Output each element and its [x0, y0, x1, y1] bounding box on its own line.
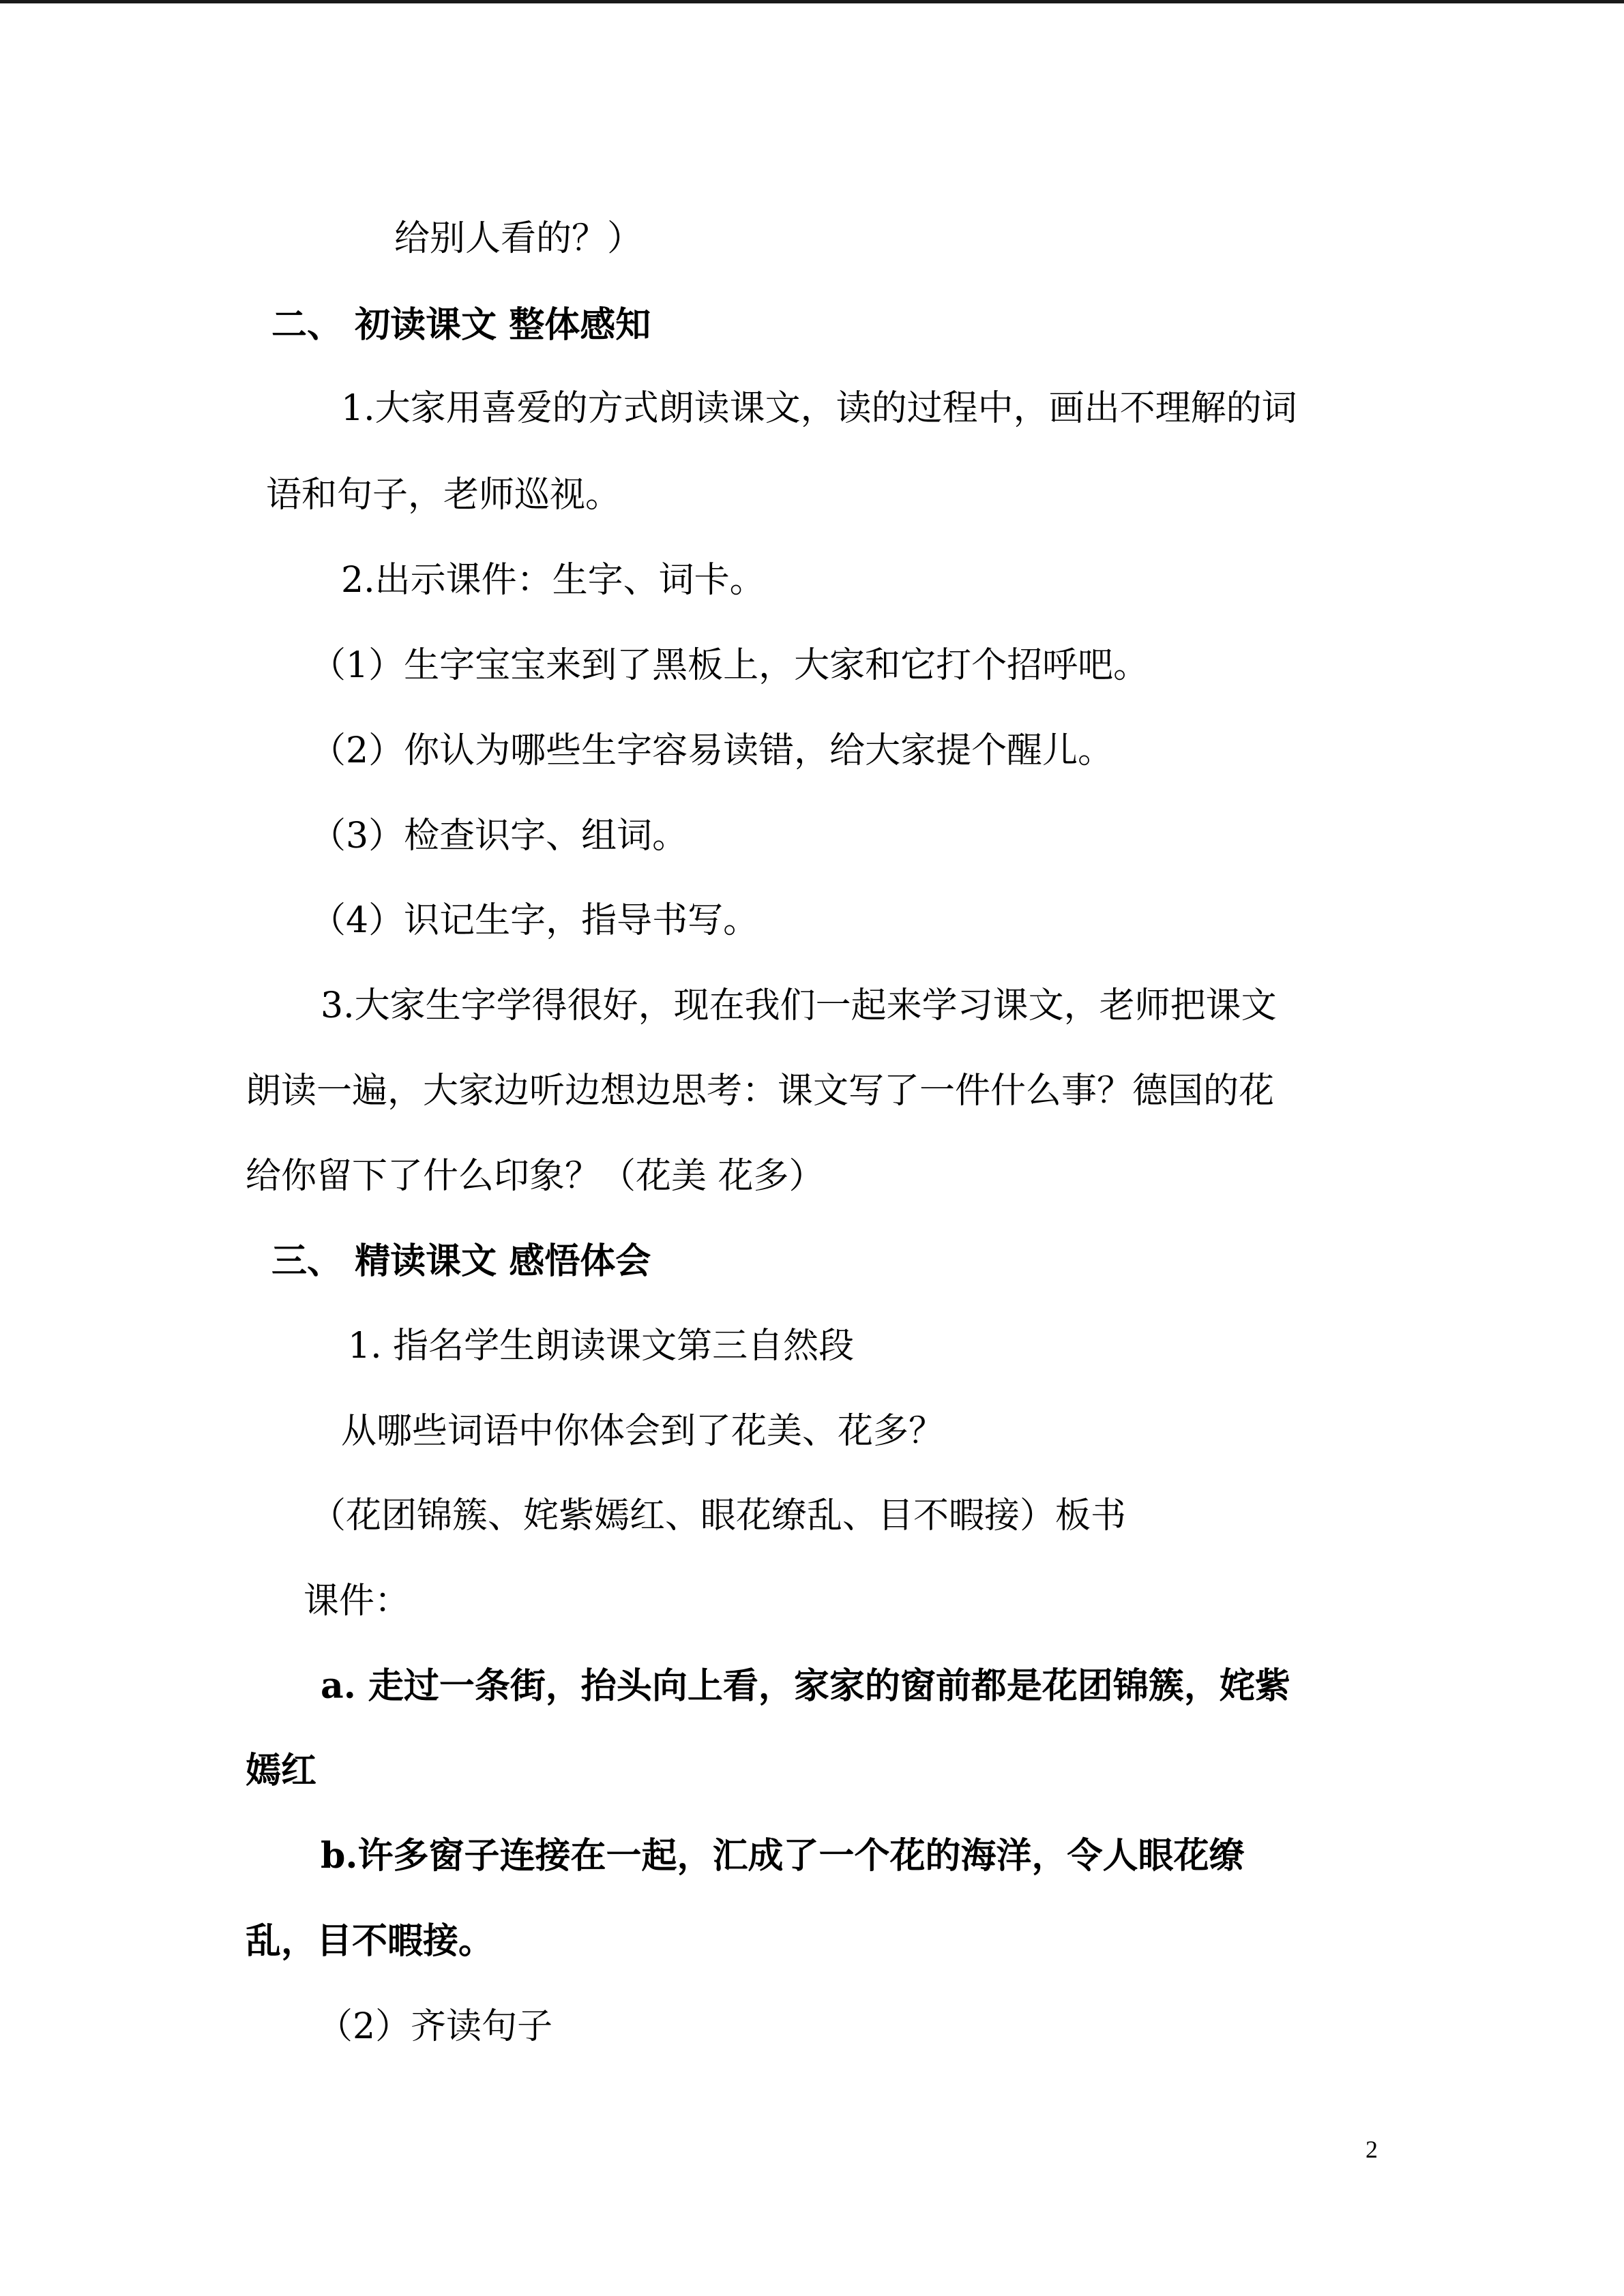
text-line-4: 语和句子，老师巡视。 [266, 475, 621, 516]
bold-line-b-cont: 乱，目不暇接。 [246, 1920, 494, 1962]
bold-line-b: b.许多窗子连接在一起，汇成了一个花的海洋，令人眼花缭 [321, 1835, 1245, 1877]
text-line-5: 2.出示课件：生字、词卡。 [341, 560, 765, 601]
text-line-16: （花团锦簇、姹紫嫣红、眼花缭乱、目不暇接）板书 [310, 1495, 1127, 1536]
list-item-3: （3）检查识字、组词。 [310, 816, 688, 856]
section-heading-2: 二、 初读课文 整体感知 [271, 304, 651, 346]
list-item-1: （1）生字宝宝来到了黑板上，大家和它打个招呼吧。 [310, 645, 1149, 686]
text-line-17: 课件： [304, 1581, 411, 1622]
text-line-1: 给别人看的？） [394, 218, 643, 259]
text-line-15: 从哪些词语中你体会到了花美、花多？ [341, 1411, 945, 1452]
text-line-11: 朗读一遍，大家边听边想边思考：课文写了一件什么事？德国的花 [246, 1071, 1275, 1112]
text-line-12: 给你留下了什么印象？（花美 花多） [246, 1156, 825, 1197]
text-line-22: （2）齐读句子 [317, 2006, 553, 2047]
list-item-4: （4）识记生字，指导书写。 [310, 900, 759, 941]
text-line-14: 1. 指名学生朗读课文第三自然段 [348, 1326, 855, 1367]
section-heading-3: 三、 精读课文 感悟体会 [271, 1240, 651, 1282]
list-item-2: （2）你认为哪些生字容易读错，给大家提个醒儿。 [310, 730, 1114, 771]
page-number: 2 [1365, 2136, 1378, 2163]
bold-line-a: a. 走过一条街，抬头向上看，家家的窗前都是花团锦簇，姹紫 [321, 1665, 1290, 1707]
page-top-border [0, 0, 1624, 3]
text-line-10: 3.大家生字学得很好，现在我们一起来学习课文，老师把课文 [321, 985, 1277, 1026]
text-line-3: 1.大家用喜爱的方式朗读课文，读的过程中，画出不理解的词 [341, 388, 1297, 429]
bold-line-a-cont: 嫣红 [246, 1750, 317, 1791]
